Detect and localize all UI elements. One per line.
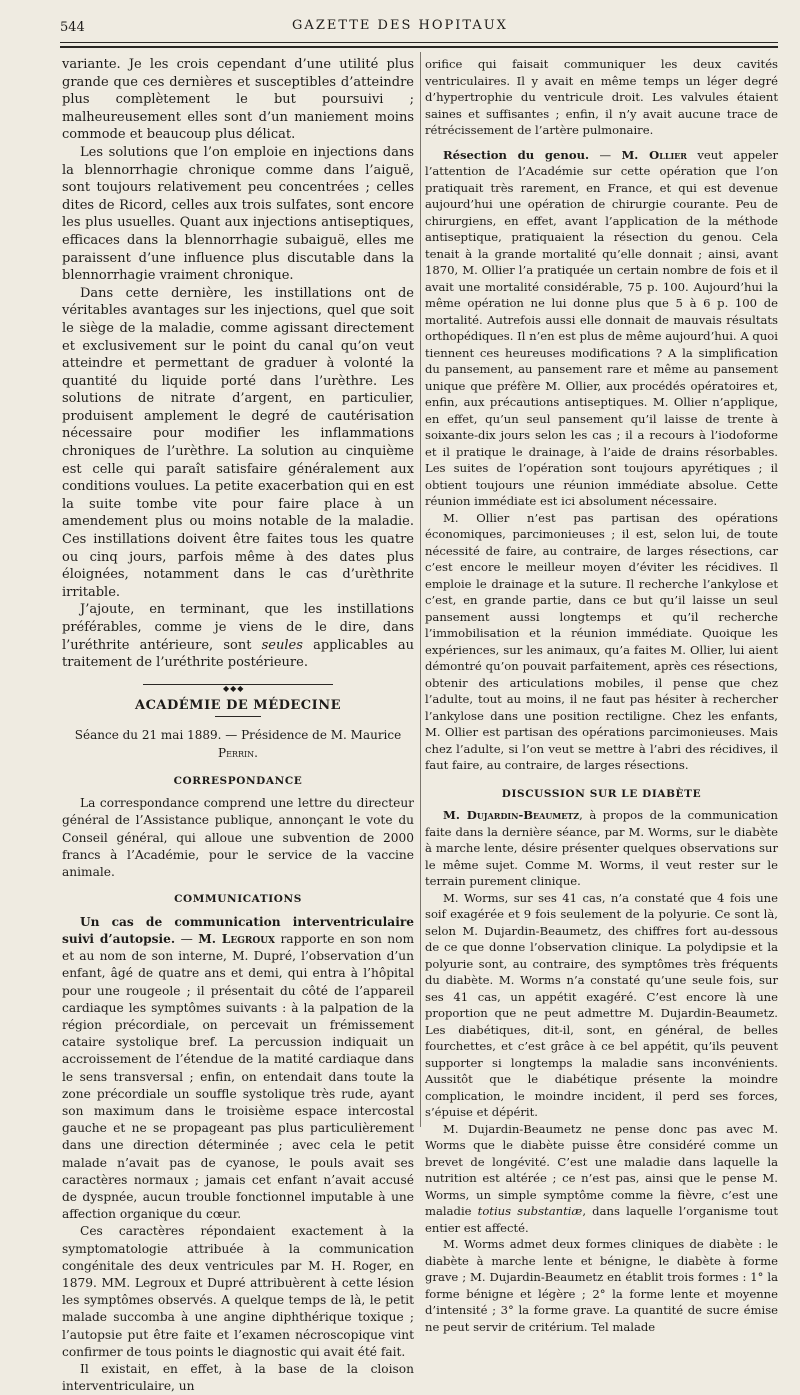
paragraph: M. Worms, sur ses 41 cas, n’a constaté que 4 fois une soif exagérée et 9 fois seulement de la polyurie. Ce sont là, selon M. Dujardin-Beaumetz, des chiffres fort au-dessous de ce que donne l’observation clinique. La polydipsie et la polyurie sont, au contraire, des symptômes très fréquents du diabète. M. Worms n’a constaté qu’une seule fois, sur ses 41 cas, un appétit exagéré. C’est encore là une proportion que ne peut admettre M. Dujardin-Beaumetz. Les diabétiques, dit-il, sont, en général, de belles fourchettes, et c’est grâce à ce bel appétit, qu’ils peuvent supporter si longtemps la maladie sans inconvénients. Aussitôt que le diabétique présente la moindre complication, le moindre incident, il perd ses forces, s’épuise et dépérit. (425, 890, 778, 1119)
seance-line: Séance du 21 mai 1889. — Présidence de M. Maurice Perrin. (74, 728, 402, 760)
paragraph (62, 601, 414, 671)
paragraph: Les solutions que l’on emploie en injections dans la blennorrhagie chronique comme dans l’aiguë, sont toujours relativement peu concentrées ; celles dites de Ricord, celles aux trois sulfates, sont encore les plus usuelles. Quant aux injections antiseptiques, efficaces dans la blennorrhagie subaiguë, elles me paraissent d’une influence plus discutable dans la blennorrhagie vraiment chronique. (62, 144, 414, 284)
author-name: M. Ollier (621, 147, 687, 162)
header-rule-thick (60, 46, 778, 48)
paragraph: Dans cette dernière, les instillations ont de véritables avantages sur les injections, quel que soit le siège de la maladie, comme agissant directement et exclusivement sur le point du canal qu’on veut atteindre et permettant de graduer à volonté la quantité du liquide porté dans l’urèthre. Les solutions de nitrate d’argent, en particulier, produisent amplement le degré de cautérisation nécessaire pour modifier les inflammations chroniques de l’urèthre. La solution au cinquième est celle qui paraît satisfaire généralement aux conditions voulues. La petite exacerbation qui en est la suite tombe vite pour faire place à un amendement plus ou moins notable de la maladie. Ces instillations doivent être faites tous les quatre ou cinq jours, parfois même à des dates plus éloignées, notamment dans le cas d’urèthrite irritable. (62, 285, 414, 600)
paragraph: Ces caractères répondaient exactement à la symptomatologie attribuée à la communication congénitale des deux ventricules par M. H. Roger, en 1879. MM. Legroux et Dupré attribuèrent à cette lésion les symptômes observés. A quelque temps de là, le petit malade succomba à une angine diphthérique toxique ; l’autopsie put être faite et l’examen nécroscopique vint confirmer de tous points le diagnostic qui avait été fait. (62, 1224, 414, 1359)
left-column (62, 56, 414, 1395)
paragraph: M. Dujardin-Beaumetz, à propos de la communication faite dans la dernière séance, par M. Worms, sur le diabète à marche lente, désire présenter quelques observations sur le même sujet. Comme M. Worms, il veut rester sur le terrain purement clinique. (425, 808, 778, 888)
text-run: J’ajoute, en terminant, que les instillations préférables, comme je viens de le dire, dans l’uréthrite antérieure, sont (62, 602, 414, 653)
title-underline (215, 716, 261, 717)
author-name: M. Dujardin-Beaumetz (443, 808, 580, 822)
text-run: applicables au traitement de l’uréthrite postérieure. (62, 637, 414, 671)
subsection-heading: COMMUNICATIONS (174, 893, 302, 906)
paragraph: Résection du genou. — M. Ollier veut appeler l’attention de l’Académie sur cette opération que l’on pratiquait très rarement, en France, et qui est devenue aujourd’hui une opération de chirurgie courante. Peu de chirurgiens, en effet, avant l’application de la méthode antiseptique, pratiquaient la résection du genou. Cela tenait à la grande mortalité qu’elle donnait ; ainsi, avant 1870, M. Ollier l’a pratiquée un certain nombre de fois et il avait une mortalité considérable, 75 p. 100. Aujourd’hui la même opération ne lui donne plus que 5 à 6 p. 100 de mortalité. Autrefois aussi elle donnait de mauvais résultats orthopédiques. Il n’en est plus de même aujourd’hui. A quoi tiennent ces heureuses modifications ? A la simplification du pansement, au pansement rare et même au pansement unique que préfère M. Ollier, aux procédés opératoires et, enfin, aux précautions antiseptiques. M. Ollier n’applique, en effet, qu’un seul pansement qu’il laisse de trente à soixante-dix jours selon les cas ; il a recours à l’iodoforme et il pratique le drainage, à l’aide de drains résorbables. Les suites de l’opération sont toujours apyrétiques ; il obtient toujours une réunion immédiate absolue. Cette réunion immédiate est ici absolument nécessaire. (425, 147, 779, 508)
right-column (425, 56, 778, 1335)
paragraph: variante. Je les crois cependant d’une utilité plus grande que ces dernières et susceptibles d’atteindre plus complètement le but poursuivi ; malheureusement elles sont d’un maniement moins commode et beaucoup plus délicat. (62, 57, 414, 143)
page-number: 544 (60, 20, 85, 35)
paragraph: orifice qui faisait communiquer les deux cavités ventriculaires. Il y avait en même temps un léger degré d’hypertrophie du ventricule droit. Les valvules étaient saines et suffisantes ; enfin, il n’y avait aucune trace de rétrécissement de l’artère pulmonaire. (425, 57, 778, 137)
article-lead: Un cas de communication interventriculaire suivi d’autopsie. (62, 914, 414, 946)
article-lead: Résection du genou. (443, 147, 590, 162)
president-name: Perrin (218, 745, 255, 760)
header-rule-thin (60, 42, 778, 43)
paragraph: Un cas de communication interventriculaire suivi d’autopsie. — M. Legroux rapporte en son nom et au nom de son interne, M. Dupré, l’observation d’un enfant, âgé de quatre ans et demi, qui entra à l’hôpital pour une rougeole ; il présentait du côté de l’appareil cardiaque les symptômes suivants : à la palpation de la région précordiale, on percevait un frémissement cataire systolique bref. La percussion indiquait un accroissement de l’étendue de la matité cardiaque dans le sens transversal ; enfin, on entendait dans toute la zone précordiale un souffle systolique très rude, ayant son maximum dans le troisième espace intercostal gauche et ne se propageant pas plus particulièrement dans une direction déterminée ; avec cela le petit malade n’avait pas de cyanose, le pouls avait ses caractères normaux ; jamais cet enfant n’avait accusé de dyspnée, aucun trouble fonctionnel imputable à une affection organique du cœur. (62, 914, 415, 1222)
paragraph: La correspondance comprend une lettre du directeur général de l’Assistance publique, annonçant le vote du Conseil général, qui alloue une subvention de 2000 francs à l’Académie, pour le service de la vaccine animale. (62, 796, 414, 879)
italic-text: totius substantiæ (477, 1204, 583, 1218)
subsection-heading: DISCUSSION SUR LE DIABÈTE (501, 787, 702, 800)
column-divider (420, 52, 421, 1127)
author-name: M. Legroux (198, 931, 276, 946)
subsection-heading: CORRESPONDANCE (173, 774, 303, 787)
running-title: GAZETTE DES HOPITAUX (292, 18, 508, 33)
paragraph: M. Worms admet deux formes cliniques de diabète : le diabète à marche lente et bénigne, le diabète à forme grave ; M. Dujardin-Beaumetz en établit trois formes : 1° la forme bénigne et légère ; 2° la forme lente et moyenne d’intensité ; 3° la forme grave. La quantité de sucre émise ne peut servir de critérium. Tel malade (425, 1237, 778, 1334)
section-title: ACADÉMIE DE MÉDECINE (134, 697, 341, 713)
paragraph: Il existait, en effet, à la base de la cloison interventriculaire, un (62, 1362, 414, 1394)
section-ornament: ◆◆◆ (143, 684, 333, 689)
paragraph: M. Dujardin-Beaumetz ne pense donc pas avec M. Worms que le diabète puisse être considéré comme un brevet de longévité. C’est une maladie dans laquelle la nutrition est altérée ; ce n’est pas, ainsi que le pense M. Worms, un simple symptôme comme la fièvre, c’est une maladie totius substantiæ, dans laquelle l’organisme tout entier est affecté. (425, 1121, 779, 1235)
paragraph: M. Ollier n’est pas partisan des opérations économiques, parcimonieuses ; il est, selon lui, de toute nécessité de faire, au contraire, de larges résections, car c’est encore le meilleur moyen d’éviter les récidives. Il emploie le drainage et la suture. Il recherche l’ankylose et c’est, en grande partie, dans ce but qu’il laisse un seul pansement aussi longtemps et qu’il recherche l’immobilisation et la réunion immédiate. Quoique les expériences, sur les animaux, qu’a faites M. Ollier, lui aient démontré qu’on pouvait parfaitement, après ces résections, obtenir des articulations mobiles, il pense que chez l’adulte, tout au moins, il ne faut pas hésiter à rechercher l’ankylose dans une position rectiligne. Chez les enfants, M. Ollier est partisan des opérations parcimonieuses. Mais chez l’adulte, si l’on veut se mettre à l’abri des récidives, il faut faire, au contraire, de larges résections. (425, 510, 778, 772)
italic-text: seules (261, 637, 303, 653)
